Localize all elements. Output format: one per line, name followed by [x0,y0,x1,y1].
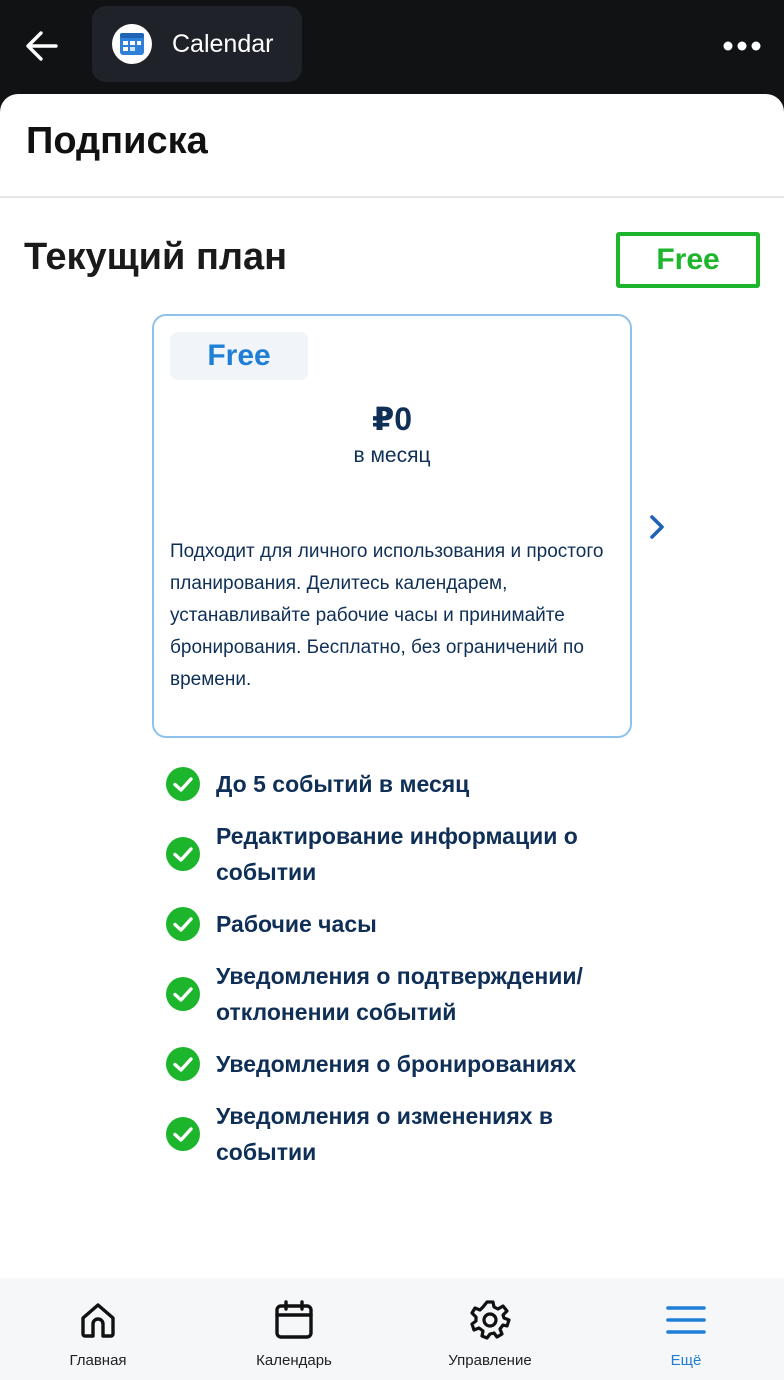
feature-item [166,958,636,1030]
feature-item [166,906,636,942]
arrow-left-icon [22,26,62,66]
back-button[interactable] [18,22,66,70]
feature-label: Уведомления о подтверждении/ отклонении событий [216,963,583,1025]
nav-label-more: Ещё [670,1352,702,1369]
check-circle-icon [166,837,200,871]
menu-icon [664,1298,708,1342]
nav-item-calendar[interactable] [196,1278,392,1380]
nav-item-settings[interactable] [392,1278,588,1380]
bottom-nav [0,1278,784,1380]
header-divider [0,196,784,198]
check-circle-icon [166,767,200,801]
more-button[interactable] [718,26,766,66]
feature-item [166,818,636,890]
plan-card[interactable] [152,314,632,738]
home-icon [76,1298,120,1342]
more-horizontal-icon [722,40,762,52]
feature-item [166,1046,636,1082]
calendar-icon [272,1298,316,1342]
page-title: Подписка [26,120,208,162]
plan-card-description: Подходит для личного использования и простого планирования. Делитесь календарем, устанавливайте рабочие часы и принимайте бронирования. Бесплатно, без ограничений по времени. [170,541,604,690]
plan-card-price: ₽0 [371,401,413,437]
app-chip[interactable] [92,6,302,82]
feature-label: Уведомления о изменениях в событии [216,1103,554,1165]
feature-label: Уведомления о бронированиях [216,1051,577,1077]
feature-item [166,766,636,802]
check-circle-icon [166,977,200,1011]
plan-card-period: в месяц [353,444,431,467]
nav-item-home[interactable] [0,1278,196,1380]
nav-label-calendar: Календарь [256,1352,332,1369]
nav-item-more[interactable] [588,1278,784,1380]
content-sheet [0,94,784,1380]
check-circle-icon [166,1047,200,1081]
check-circle-icon [166,1117,200,1151]
check-circle-icon [166,907,200,941]
feature-label: До 5 событий в месяц [216,771,470,797]
app-title: Calendar [172,29,274,58]
feature-item [166,1098,636,1170]
top-bar [0,0,784,94]
current-plan-badge: Free [616,232,760,288]
nav-label-settings: Управление [448,1352,532,1369]
gear-icon [468,1298,512,1342]
feature-label: Рабочие часы [216,911,377,937]
calendar-app-icon [112,24,152,64]
next-plan-button[interactable] [642,512,672,542]
current-plan-title: Текущий план [24,236,288,278]
feature-label: Редактирование информации о событии [216,823,578,885]
plan-card-tag: Free [170,332,308,380]
chevron-right-icon [648,514,666,540]
feature-list [166,766,636,1186]
nav-label-home: Главная [69,1352,127,1369]
